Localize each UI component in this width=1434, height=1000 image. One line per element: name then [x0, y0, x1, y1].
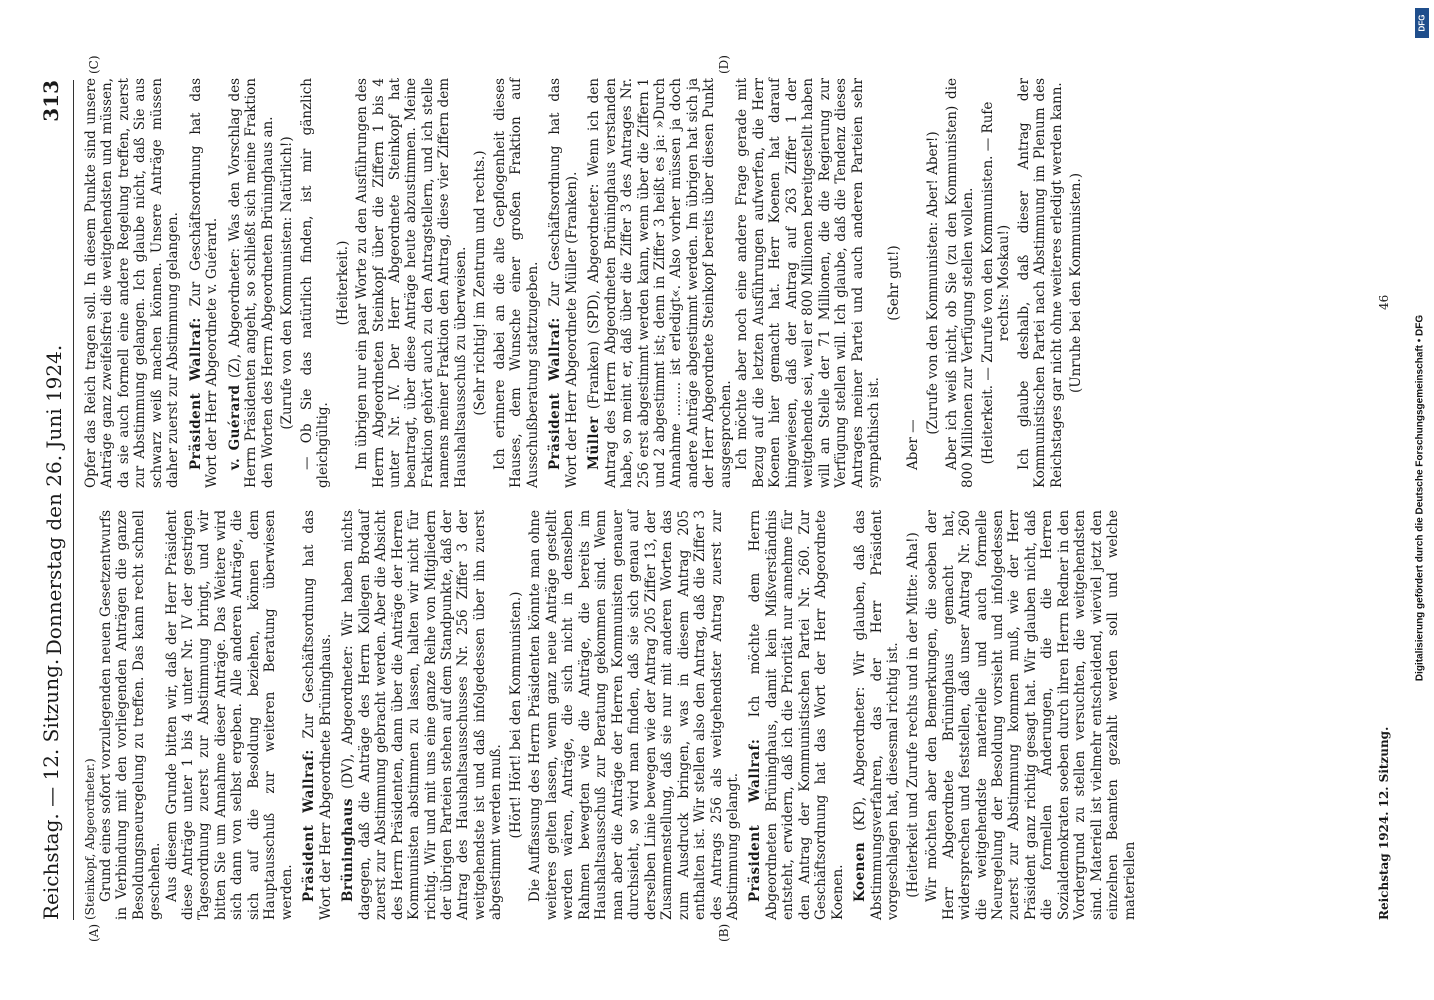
margin-mark-a: (A)	[87, 923, 101, 942]
paragraph: Aber —	[905, 419, 922, 470]
paragraph: (DV), Abgeordneter: Wir haben nichts dagegen, daß die Anträge des Herrn Kollegen Brodauf zuerst zur Abstimmung gebracht werden. Aber die Absicht des Herrn Präsidenten, dann über die Anträge der Herren Kommunisten abstimmen zu lassen, halten wir nicht für richtig. Wir und mit uns eine ganze Reihe von Mitgliedern der übrigen Parteien stehen auf dem Standpunkte, daß der Antrag des Haushaltsausschusses Nr. 256 Ziffer 3 der weitgehendste ist und daß infolgedessen über ihn zuerst abgestimmt werden muß.	[340, 510, 505, 920]
dfg-logo	[1415, 8, 1429, 38]
speaker-name: Präsident Wallraf:	[547, 317, 564, 470]
margin-mark-d: (D)	[717, 55, 731, 74]
speaker-name: Müller	[586, 416, 603, 470]
interjection: (Heiterkeit und Zurufe rechts und in der Mitte: Aha!)	[904, 532, 921, 898]
interjection: (Zurufe von den Kommunisten: Natürlich!)	[279, 136, 296, 430]
footer-left: Reichstag 1924. 12. Sitzung.	[1377, 726, 1391, 920]
interjection: (Heiterkeit. — Zurufe von den Kommunisten. — Rufe rechts: Moskau!)	[979, 101, 1013, 465]
speaker-name: Präsident Wallraf:	[301, 749, 318, 902]
paragraph: Aus diesem Grunde bitten wir, daß der Herr Präsident diese Anträge unter 1 bis 4 unter Nr. IV der gestrigen Tagesordnung zuerst zur Abstimmung bringt, und wir bitten Sie um Annahme dieser Anträge. Das Weitere wird sich dann von selbst ergeben. Alle anderen Anträge, die sich auf die Besoldung beziehen, können dem Hauptausschuß zur weiteren Beratung überwiesen werden.	[163, 510, 295, 920]
margin-mark-c: (C)	[87, 55, 101, 74]
paragraph: (KP), Abgeordneter: Wir glauben, daß das Abstimmungsverfahren, das der Herr Präsident vorgeschlagen hat, diesesmal richtig ist.	[852, 510, 902, 920]
paragraph: Grund eines sofort vorzulegenden neuen Gesetzentwurfs in Verbindung mit den vorliegenden Anträgen die ganze Besoldungsneuregelung zu treffen. Das kann recht schnell geschehen.	[97, 510, 164, 920]
paragraph: Wir möchten aber den Bemerkungen, die soeben der Herr Abgeordnete Brüninghaus gemacht hat, widersprechen und feststellen, daß unser Antrag Nr. 260 die weitgehendste materielle und auch formelle Neuregelung der Besoldung vorsieht und infolgedessen zuerst zur Abstimmung kommen muß, wie der Herr Präsident ganz richtig gesagt hat. Wir glauben nicht, daß die formellen Änderungen, die die Herren Sozialdemokraten soeben durch ihren Herrn Redner in den Vordergrund zu stellen versuchten, die weitgehendsten sind. Materiell ist vielmehr entscheidend, wieviel jetzt den einzelnen Beamten gezahlt werden soll und welche materiellen	[924, 510, 1138, 920]
rotated-page-content	[17, 50, 1417, 950]
paragraph: (Z), Abgeordneter: Was den Vorschlag des Herrn Präsidenten angeht, so schließt sich meine Fraktion den Worten des Herrn Abgeordneten Brüninghaus an.	[226, 77, 276, 488]
paragraph: Zur Geschäftsordnung hat das Wort der Herr Abgeordnete Brüninghaus.	[301, 510, 334, 920]
header-rule	[73, 80, 74, 920]
page-number: 313	[39, 80, 63, 122]
paragraph: — Ob Sie das natürlich finden, ist mir gänzlich gleichgültig.	[298, 78, 332, 488]
paragraph: Aber ich weiß nicht, ob Sie (zu den Kommunisten) die 800 Millionen zur Verfügung stellen wollen.	[943, 78, 977, 488]
speaker-name: v. Guérard	[226, 384, 243, 470]
speaker-name: Präsident Wallraf:	[747, 738, 764, 902]
paragraph: Opfer das Reich tragen soll. In diesem Punkte sind unsere Anträge ganz zweifelsfrei die weitgehendsten und müssen, da sie auch formell eine andere Regelung treffen, zuerst zur Abstimmung gelangen. Ich glaube nicht, daß Sie aus schwarz weiß machen können. Unsere Anträge müssen daher zuerst zur Abstimmung gelangen.	[83, 78, 182, 488]
left-column	[83, 510, 1138, 920]
right-column	[83, 78, 1088, 488]
paragraph: Ich erinnere dabei an die alte Gepflogenheit dieses Hauses, dem Wunsche einer großen Fraktion auf Ausschußberatung stattzugeben.	[491, 78, 541, 488]
signature-number: 46	[1377, 294, 1391, 310]
paragraph: Zur Geschäftsordnung hat das Wort der Herr Abgeordnete Müller (Franken).	[547, 78, 580, 488]
interjection: (Unruhe bei den Kommunisten.)	[1068, 172, 1085, 394]
speaker-name: Koenen	[852, 841, 869, 902]
digitization-credit	[1410, 8, 1430, 988]
paragraph: Im übrigen nur ein paar Worte zu den Ausführungen des Herrn Abgeordneten Steinkopf über die Ziffern 1 bis 4 unter Nr. IV. Der Herr Abgeordnete Steinkopf hat beantragt, über diese Anträge heute abzustimmen. Meine Fraktion gehört auch zu den Antragstellern, und ich stelle namens meiner Fraktion den Antrag, diese vier Ziffern dem Haushaltsausschuß zu überweisen.	[354, 78, 469, 488]
interjection: (Zurufe von den Kommunisten: Aber! Aber!)	[924, 131, 941, 435]
interjection: (Hört! Hört! bei den Kommunisten.)	[507, 591, 524, 839]
interjection: (Heiterkeit.)	[334, 240, 351, 326]
interjection: (Sehr gut!)	[885, 245, 902, 321]
paragraph: Ich glaube deshalb, daß dieser Antrag der Kommunistischen Partei nach Abstimmung im Plenum des Reichstages gar nicht ohne weiteres erledigt werden kann.	[1015, 78, 1065, 488]
speaker-name: Präsident Wallraf:	[187, 317, 204, 470]
paragraph: (Franken) (SPD), Abgeordneter: Wenn ich den Antrag des Herrn Abgeordneten Brüninghaus verstanden habe, so meint er, daß über die Ziffer 3 des Antrages Nr. 256 erst abgestimmt werden kann, wenn über die Ziffern 1 und 2 abgestimmt ist; denn in Ziffer 3 heißt es ja: »Durch Annahme ........ ist erledigt«. Also vorher müssen ja doch andere Anträge abgestimmt werden. Im übrigen hat sich ja der Herr Abgeordnete Steinkopf bereits über diesen Punkt ausgesprochen.	[586, 78, 734, 488]
margin-mark-b: (B)	[717, 923, 731, 942]
credit-text: Digitalisierung gefördert durch die Deutsche Forschungsgemeinschaft • DFG	[1414, 314, 1426, 682]
speaker-line: (Steinkopf, Abgeordneter.)	[83, 758, 97, 920]
header-date: Donnerstag den 26. Juni 1924.	[42, 344, 66, 656]
paragraph: Ich möchte aber noch eine andere Frage gerade mit Bezug auf die letzten Ausführungen aufwerfen, die Herr Koenen hier gemacht hat. Herr Koenen hat darauf hingewiesen, daß der Antrag auf 263 Ziffer 1 der weitgehende sei, weil er 800 Millionen bereitgestellt haben will an Stelle der 71 Millionen, die die Regierung zur Verfügung stellen will. Ich glaube, daß die Tendenz dieses Antrages meiner Partei und auch anderen Parteien sehr sympathisch ist.	[734, 78, 883, 488]
paragraph: Zur Geschäftsordnung hat das Wort der Herr Abgeordnete v. Guérard.	[187, 78, 221, 488]
header-left: Reichstag. — 12. Sitzung.	[39, 658, 63, 920]
paragraph: Ich möchte dem Herrn Abgeordneten Brüninghaus, damit kein Mißverständnis entsteht, erwidern, daß ich die Priorität nur annehme für den Antrag der Kommunistischen Partei Nr. 260. Zur Geschäftsordnung hat das Wort der Herr Abgeordnete Koenen.	[747, 510, 846, 920]
speaker-name: Brüninghaus	[340, 797, 357, 902]
page-header	[39, 80, 69, 920]
dfg-logo-text: DFG	[1417, 14, 1427, 32]
interjection: (Sehr richtig! im Zentrum und rechts.)	[472, 150, 489, 416]
paragraph: Die Auffassung des Herrn Präsidenten könnte man ohne weiteres gelten lassen, wenn ganz neue Anträge gestellt werden wären, Anträge, die sich nicht in denselben Rahmen bewegten wie die Anträge, die bereits im Haushaltsausschuß zur Beratung gekommen sind. Wenn man aber die Anträge der Herren Kommunisten genauer durchsieht, so wird man finden, daß sie sich genau auf derselben Linie bewegen wie der Antrag 205 Ziffer 13, der Zusammenstellung, daß sie nur mit anderen Worten das zum Ausdruck bringen, was in diesem Antrag 205 enthalten ist. Wir stellen also den Antrag, daß die Ziffer 3 des Antrags 256 als weitgehendster Antrag zuerst zur Abstimmung gelangt.	[527, 510, 741, 920]
